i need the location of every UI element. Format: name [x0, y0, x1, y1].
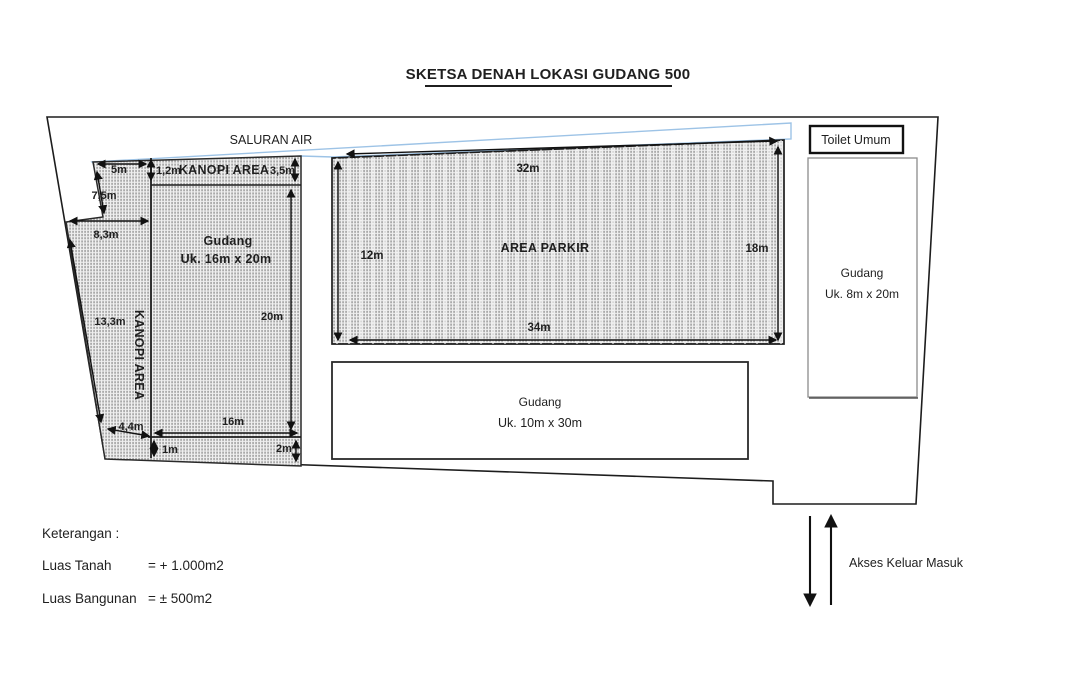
legend-row-1-label: Luas Bangunan	[42, 591, 137, 606]
dim-7-5m-label: 7,5m	[91, 190, 117, 202]
dim-32m-label: 32m	[516, 163, 540, 175]
dim-8-3m-label: 8,3m	[93, 229, 119, 241]
dim-12m-label: 12m	[360, 250, 384, 262]
dim-20m-label: 20m	[260, 311, 284, 323]
page-title: SKETSA DENAH LOKASI GUDANG 500	[405, 66, 691, 83]
gudang-bottom-name: Gudang	[518, 395, 562, 409]
legend-heading: Keterangan :	[42, 526, 120, 541]
dim-1-2m-label: 1,2m	[156, 165, 182, 177]
dim-18m-label: 18m	[745, 243, 769, 255]
dim-3-5m-label: 3,5m	[270, 165, 296, 177]
kanopi-area-top-label: KANOPI AREA	[178, 163, 270, 177]
area-parkir-label: AREA PARKIR	[500, 241, 590, 255]
toilet-label: Toilet Umum	[821, 133, 891, 147]
legend-row-1-value: = ± 500m2	[148, 591, 213, 606]
gudang-right-size: Uk. 8m x 20m	[824, 287, 900, 301]
gudang-left-size: Uk. 16m x 20m	[180, 252, 272, 266]
gudang-bottom-size: Uk. 10m x 30m	[497, 416, 583, 430]
dim-2m-label: 2m	[276, 443, 292, 455]
kanopi-area-left-label: KANOPI AREA	[132, 309, 146, 401]
akses-label: Akses Keluar Masuk	[849, 556, 963, 570]
dim-13-3m-label: 13,3m	[94, 316, 126, 328]
dim-34m-label: 34m	[527, 322, 551, 334]
gudang-right-name: Gudang	[840, 266, 884, 280]
dim-1m-label: 1m	[162, 444, 178, 456]
legend-row-0-label: Luas Tanah	[42, 558, 112, 573]
gudang-left-name: Gudang	[203, 234, 253, 248]
saluran-air-label: SALURAN AIR	[229, 133, 313, 147]
dim-5m-label: 5m	[111, 164, 127, 176]
dim-16m-label: 16m	[221, 416, 245, 428]
dim-4-4m-label: 4,4m	[118, 421, 144, 433]
legend-row-0-value: = + 1.000m2	[148, 558, 224, 573]
gudang-bottom-box	[332, 362, 748, 459]
